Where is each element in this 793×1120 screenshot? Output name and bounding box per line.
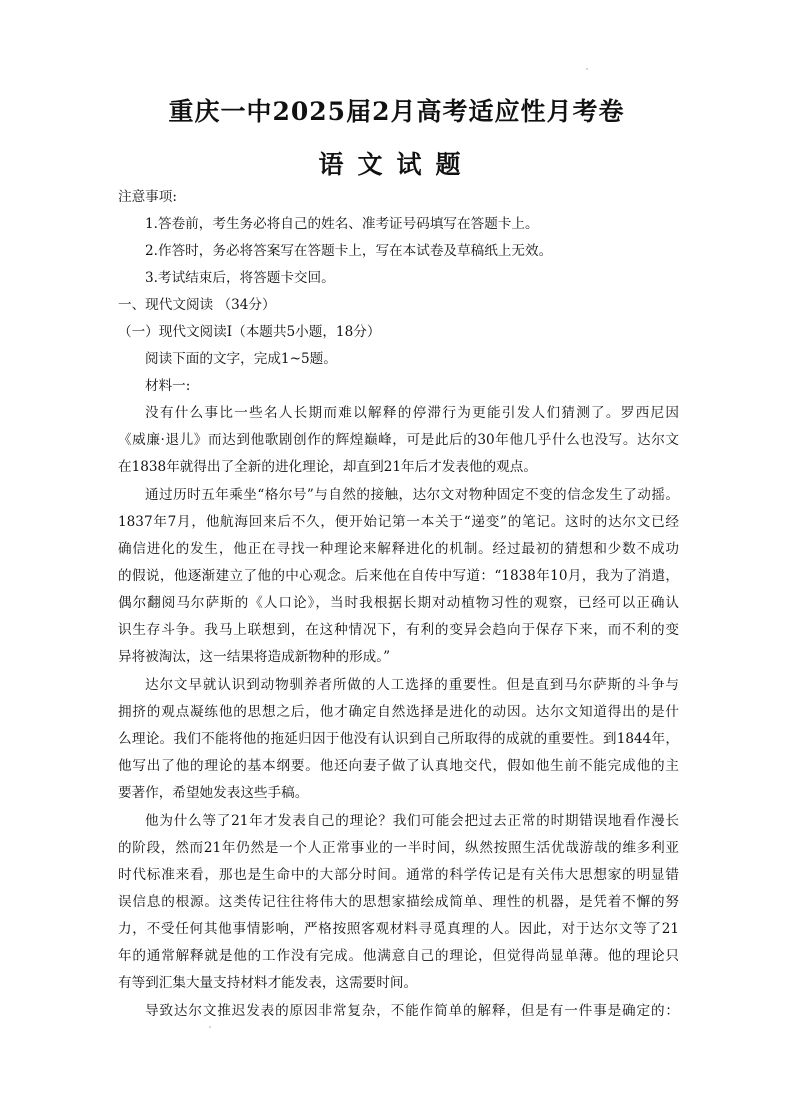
body-line: 偶尔翻阅马尔萨斯的《人口论》，当时我根据长期对动植物习性的观察，已经可以正确认 xyxy=(118,595,679,611)
body-line: 1837年7月，他航海回来后不久，便开始记第一本关于“递变”的笔记。这时的达尔文已经 xyxy=(118,514,679,530)
body-line: 没有什么事比一些名人长期而难以解释的停滞行为更能引发人们猜测了。罗西尼因 xyxy=(145,405,679,421)
body-line: 误信息的根源。这类传记往往将伟大的思想家描绘成简单、理性的机器，是凭着不懈的努 xyxy=(118,894,679,910)
body-line: 拥挤的观点凝练他的思想之后，他才确定自然选择是进化的动因。达尔文知道得出的是什 xyxy=(118,704,679,720)
body-line: 时代标准来看，那也是生命中的大部分时间。通常的科学传记是有关伟大思想家的明显错 xyxy=(118,867,679,883)
body-line: 他写出了他的理论的基本纲要。他还向妻子做了认真地交代，假如他生前不能完成他的主 xyxy=(118,758,679,774)
notice-item: 2.作答时，务必将答案写在答题卡上，写在本试卷及草稿纸上无效。 xyxy=(145,243,553,259)
notice-item: 1.答卷前，考生务必将自己的姓名、准考证号码填写在答题卡上。 xyxy=(145,216,539,232)
section-heading: 一、现代文阅读 （34分） xyxy=(118,297,276,313)
reading-instruction: 阅读下面的文字，完成1~5题。 xyxy=(145,351,337,367)
body-line: 达尔文早就认识到动物驯养者所做的人工选择的重要性。但是直到马尔萨斯的斗争与 xyxy=(145,677,679,693)
notice-item: 3.考试结束后，将答题卡交回。 xyxy=(145,270,335,286)
body-line: 《威廉·退儿》而达到他歌剧创作的辉煌巅峰，可是此后的30年他几乎什么也没写。达尔文 xyxy=(118,432,679,448)
body-line: 通过历时五年乘坐“格尔号”与自然的接触，达尔文对物种固定不变的信念发生了动摇。 xyxy=(145,487,679,503)
body-line: 有等到汇集大量支持材料才能发表，这需要时间。 xyxy=(118,975,418,991)
body-line: 异将被淘汰，这一结果将造成新物种的形成。” xyxy=(118,649,391,665)
body-line: 要著作，希望她发表这些手稿。 xyxy=(118,785,309,801)
body-line: 在1838年就得出了全新的进化理论，却直到21年后才发表他的观点。 xyxy=(118,459,537,475)
scan-speck xyxy=(209,1026,211,1028)
exam-subtitle: 语文试题 xyxy=(318,150,475,179)
body-line: 识生存斗争。我马上联想到，在这种情况下，有利的变异会趋向于保存下来，而不利的变 xyxy=(118,622,679,638)
body-line: 年的通常解释就是他的工作没有完成。他满意自己的理论，但觉得尚显单薄。他的理论只 xyxy=(118,948,679,964)
body-line: 力，不受任何其他事情影响，严格按照客观材料寻觅真理的人。因此，对于达尔文等了21 xyxy=(118,921,679,937)
notice-heading: 注意事项: xyxy=(118,189,177,205)
body-line: 确信进化的发生，他正在寻找一种理论来解释进化的机制。经过最初的猜想和少数不成功 xyxy=(118,541,679,557)
body-line: 的阶段，然而21年仍然是一个人正常事业的一半时间，纵然按照生活优哉游哉的维多利亚 xyxy=(118,840,679,856)
exam-title: 重庆一中2025届2月高考适应性月考卷 xyxy=(168,97,625,126)
body-line: 导致达尔文推迟发表的原因非常复杂，不能作简单的解释，但是有一件事是确定的： xyxy=(145,1003,679,1019)
sub-section-heading: （一）现代文阅读Ⅰ（本题共5小题，18分） xyxy=(118,324,381,340)
body-line: 么理论。我们不能将他的拖延归因于他没有认识到自己所取得的成就的重要性。到1844年， xyxy=(118,731,679,747)
body-line: 的假说，他逐渐建立了他的中心观念。后来他在自传中写道：“1838年10月，我为了消遣， xyxy=(118,568,679,584)
material-label: 材料一: xyxy=(145,378,191,394)
body-line: 他为什么等了21年才发表自己的理论？我们可能会把过去正常的时期错误地看作漫长 xyxy=(145,813,679,829)
scan-speck xyxy=(586,68,588,70)
